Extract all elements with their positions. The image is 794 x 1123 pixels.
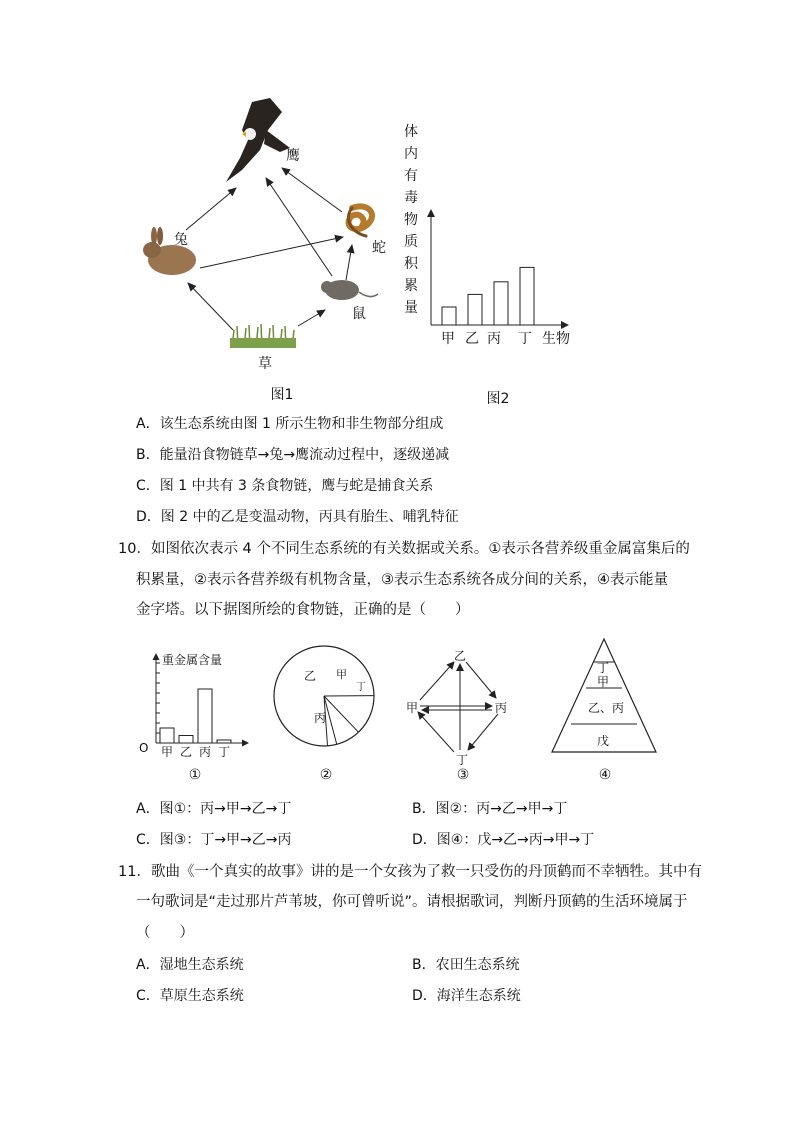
svg-text:毒: 毒 bbox=[404, 190, 418, 206]
q10-option-c: C．图③：丁→甲→乙→丙 bbox=[136, 832, 292, 848]
grass-label: 草 bbox=[258, 356, 272, 372]
arrow-mouse-snake bbox=[346, 245, 352, 280]
arrow-grass-rabbit bbox=[188, 283, 233, 330]
q11-option-d: D．海洋生态系统 bbox=[412, 988, 521, 1004]
q10-fig1-title: 重金属含量 bbox=[162, 653, 223, 667]
arrow-snake-eagle bbox=[282, 168, 342, 212]
rel-node-ding: 丁 bbox=[456, 753, 469, 767]
arrow-rabbit-snake bbox=[200, 237, 343, 268]
arrow-grass-mouse bbox=[298, 310, 325, 326]
q10-option-a: A．图①：丙→甲→乙→丁 bbox=[136, 801, 292, 817]
q9-option-d: D．图 2 中的乙是变温动物，丙具有胎生、哺乳特征 bbox=[136, 509, 459, 525]
q10-fig1-xtick-2: 丙 bbox=[199, 745, 212, 759]
q10-fig1-xtick-1: 乙 bbox=[180, 745, 193, 759]
q10-line1: 10．如图依次表示 4 个不同生态系统的有关数据或关系。①表示各营养级重金属富集后的 bbox=[118, 541, 690, 557]
pie-label-bing: 丙 bbox=[314, 711, 327, 725]
rel-arrow-ding-jia bbox=[418, 712, 454, 752]
fig2-xtick-2: 丙 bbox=[487, 331, 501, 347]
figure1-caption: 图1 bbox=[270, 387, 294, 403]
heavy-metal-bar-chart bbox=[136, 648, 260, 766]
q10-fig1-caption: ① bbox=[188, 767, 202, 783]
q10-fig1-xtick-3: 丁 bbox=[218, 745, 231, 759]
pyramid-level-1: 丁 bbox=[597, 661, 610, 675]
mouse-label: 鼠 bbox=[352, 306, 366, 322]
arrow-rabbit-eagle bbox=[186, 188, 236, 230]
q10-fig1-bar-0 bbox=[160, 728, 174, 743]
toxin-bar-chart bbox=[396, 122, 586, 352]
figure2-caption: 图2 bbox=[486, 391, 510, 407]
q11-line2: 一句歌词是“走过那片芦苇坡，你可曾听说”。请根据歌词，判断丹顶鹤的生活环境属于 bbox=[136, 894, 688, 910]
mouse-image bbox=[321, 280, 378, 300]
q11-line1: 11．歌曲《一个真实的故事》讲的是一个女孩为了救一只受伤的丹顶鹤而不幸牺牲。其中有 bbox=[118, 864, 702, 880]
pie-label-yi: 乙 bbox=[304, 669, 317, 683]
pyramid-level-3: 乙、丙 bbox=[588, 701, 625, 715]
q9-option-a: A．该生态系统由图 1 所示生物和非生物部分组成 bbox=[136, 416, 444, 432]
q10-fig1-xtick-0: 甲 bbox=[161, 745, 174, 759]
eagle-image bbox=[226, 98, 290, 182]
svg-text:量: 量 bbox=[404, 300, 418, 316]
svg-text:有: 有 bbox=[404, 168, 418, 184]
q10-fig1-origin: O bbox=[139, 741, 149, 755]
grass-image bbox=[230, 324, 296, 348]
rabbit-label: 兔 bbox=[174, 232, 188, 248]
q10-fig2-caption: ② bbox=[319, 767, 333, 783]
svg-text:物: 物 bbox=[404, 212, 418, 228]
organic-matter-pie bbox=[270, 642, 380, 752]
eagle-label: 鹰 bbox=[286, 148, 300, 164]
fig2-xtick-0: 甲 bbox=[441, 331, 455, 347]
q10-line2: 积累量，②表示各营养级有机物含量，③表示生态系统各成分间的关系，④表示能量 bbox=[136, 572, 668, 588]
svg-text:积: 积 bbox=[404, 256, 418, 272]
svg-text:内: 内 bbox=[404, 146, 418, 162]
fig2-xlabel: 生物 bbox=[542, 331, 570, 347]
svg-text:质: 质 bbox=[404, 234, 418, 250]
pyramid-level-4: 戊 bbox=[597, 734, 610, 748]
food-web-figure bbox=[130, 90, 410, 390]
q11-option-a: A．湿地生态系统 bbox=[136, 957, 244, 973]
ecosystem-relation-diagram bbox=[398, 640, 526, 768]
q11-option-c: C．草原生态系统 bbox=[136, 988, 244, 1004]
energy-pyramid bbox=[548, 636, 660, 754]
rel-node-yi: 乙 bbox=[454, 649, 467, 663]
q11-option-b: B．农田生态系统 bbox=[412, 957, 520, 973]
q10-fig1-bar-1 bbox=[179, 736, 193, 744]
q10-fig1-bar-3 bbox=[217, 740, 231, 743]
fig2-bar-3 bbox=[520, 267, 534, 325]
q10-option-b: B．图②：丙→乙→甲→丁 bbox=[412, 801, 568, 817]
q9-option-b: B．能量沿食物链草→兔→鹰流动过程中，逐级递减 bbox=[136, 447, 450, 463]
fig2-bar-0 bbox=[442, 307, 456, 325]
pie-label-jia: 甲 bbox=[336, 668, 347, 681]
q10-fig3-caption: ③ bbox=[456, 767, 470, 783]
q10-fig4-caption: ④ bbox=[598, 767, 612, 783]
rel-node-bing: 丙 bbox=[495, 701, 508, 715]
svg-text:累: 累 bbox=[404, 278, 418, 294]
fig2-xtick-3: 丁 bbox=[518, 331, 532, 347]
fig2-ylabel bbox=[404, 123, 419, 316]
fig2-xtick-1: 乙 bbox=[465, 331, 479, 347]
q10-option-d: D．图④：戊→乙→丙→甲→丁 bbox=[412, 832, 595, 848]
q10-line3: 金字塔。以下据图所绘的食物链，正确的是（ ） bbox=[136, 602, 470, 618]
svg-text:体: 体 bbox=[404, 124, 418, 140]
rel-arrow-jia-yi bbox=[420, 662, 454, 700]
rel-arrow-bing-ding bbox=[468, 714, 498, 750]
rel-node-jia: 甲 bbox=[406, 701, 419, 715]
q9-option-c: C．图 1 中共有 3 条食物链，鹰与蛇是捕食关系 bbox=[136, 478, 434, 494]
rel-arrow-yi-bing bbox=[466, 662, 496, 698]
q10-fig1-bar-2 bbox=[198, 689, 212, 743]
snake-image bbox=[348, 206, 372, 236]
pyramid-level-2: 甲 bbox=[597, 675, 610, 689]
fig2-bar-2 bbox=[494, 282, 508, 325]
snake-label: 蛇 bbox=[372, 240, 386, 256]
fig2-bar-1 bbox=[468, 294, 482, 325]
arrow-mouse-eagle bbox=[266, 178, 332, 276]
pie-label-ding: 丁 bbox=[356, 682, 366, 693]
rabbit-image bbox=[143, 227, 196, 275]
q11-line3: （ ） bbox=[136, 925, 194, 941]
